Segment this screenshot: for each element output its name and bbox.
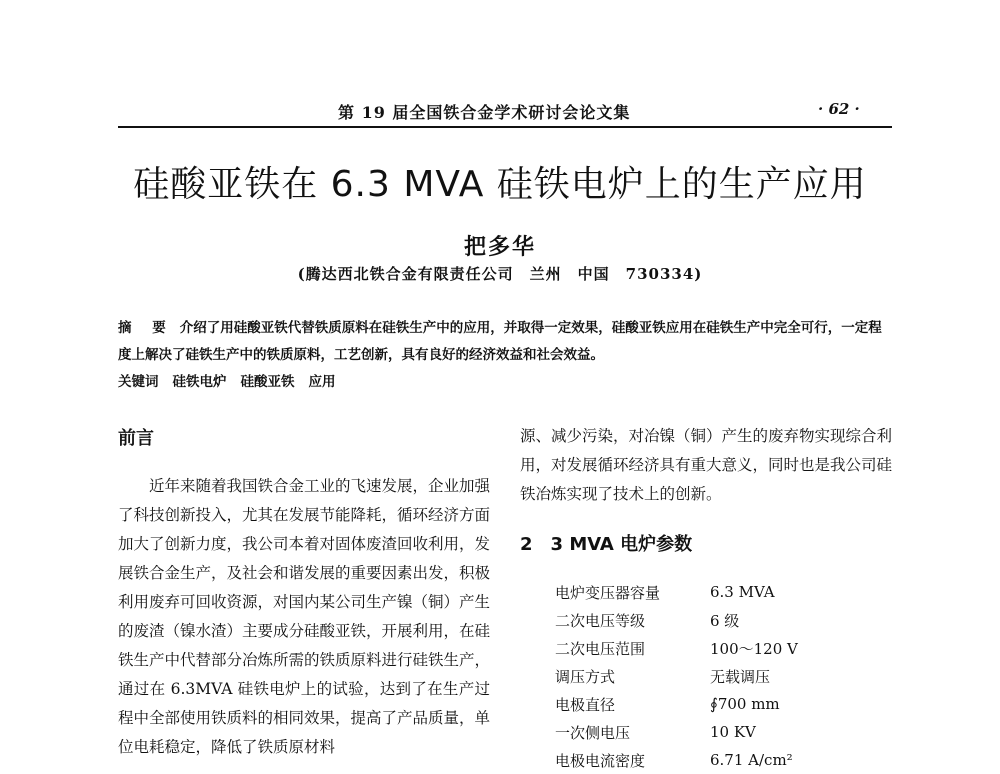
author-name: 把多华 bbox=[463, 234, 536, 260]
keyword-item: 硅铁电炉 bbox=[172, 374, 227, 390]
param-key: 调压方式 bbox=[555, 667, 616, 686]
section-heading-preface: 前言 bbox=[118, 428, 154, 449]
param-row bbox=[555, 746, 798, 774]
param-value: 10 KV bbox=[710, 723, 756, 741]
param-value: 6 级 bbox=[710, 611, 740, 630]
page-number: · 62 · bbox=[818, 100, 860, 118]
param-row bbox=[555, 718, 798, 746]
abstract-block bbox=[118, 315, 893, 396]
param-value: 100～120 V bbox=[710, 639, 798, 658]
furnace-params-list bbox=[555, 578, 798, 774]
proceedings-header: 第 19 届全国铁合金学术研讨会论文集 bbox=[338, 103, 631, 122]
param-key: 电极直径 bbox=[555, 695, 616, 714]
param-row bbox=[555, 634, 798, 662]
author-affiliation: (腾达西北铁合金有限责任公司 兰州 中国 730334) bbox=[297, 265, 703, 283]
paper-title: 硅酸亚铁在 6.3 MVA 硅铁电炉上的生产应用 bbox=[133, 164, 867, 205]
param-value: 6.3 MVA bbox=[710, 583, 775, 601]
param-key: 电炉变压器容量 bbox=[555, 583, 661, 602]
abstract-label: 摘 要 bbox=[118, 320, 174, 336]
keyword-item: 硅酸亚铁 bbox=[240, 374, 295, 390]
section-heading-furnace-params: 2 3 MVA 电炉参数 bbox=[520, 534, 693, 555]
param-row bbox=[555, 662, 798, 690]
param-value: ∮700 mm bbox=[710, 695, 780, 713]
keywords-label: 关键词 bbox=[118, 374, 159, 390]
abstract-paragraph bbox=[118, 315, 893, 369]
abstract-text: 介绍了用硅酸亚铁代替铁质原料在硅铁生产中的应用，并取得一定效果，硅酸亚铁应用在硅铁生产中完全可行，一定程度上解决了硅铁生产中的铁质原料，工艺创新，具有良好的经济效益和社会效益。 bbox=[118, 320, 882, 363]
param-value: 无载调压 bbox=[710, 667, 771, 686]
param-key: 一次侧电压 bbox=[555, 723, 631, 742]
param-key: 二次电压等级 bbox=[555, 611, 646, 630]
keyword-item: 应用 bbox=[308, 374, 336, 390]
preface-continuation: 源、减少污染，对冶镍（铜）产生的废弃物实现综合利用，对发展循环经济具有重大意义，同时也是我公司硅铁冶炼实现了技术上的创新。 bbox=[520, 427, 893, 503]
param-row bbox=[555, 578, 798, 606]
param-value: 6.71 A/cm² bbox=[710, 751, 793, 769]
keywords-line bbox=[118, 369, 893, 396]
param-key: 二次电压范围 bbox=[555, 639, 646, 658]
preface-paragraph: 近年来随着我国铁合金工业的飞速发展，企业加强了科技创新投入，尤其在发展节能降耗，循环经济方面加大了创新力度，我公司本着对固体废渣回收利用，发展铁合金生产，及社会和谐发展的重要因素出发，积极利用废弃可回收资源，对国内某公司生产镍（铜）产生的废渣（镍水渣）主要成分硅酸亚铁，开展利用，在硅铁生产中代替部分冶炼所需的铁质原料进行硅铁生产，通过在 6.3MVA 硅铁电炉上的试验，达到了在生产过程中全部使用铁质料的相同效果，提高了产品质量，单位电耗稳定，降低了铁质原材料 bbox=[118, 477, 491, 756]
param-row bbox=[555, 690, 798, 718]
header-rule bbox=[118, 126, 892, 128]
param-key: 电极电流密度 bbox=[555, 751, 646, 770]
param-row bbox=[555, 606, 798, 634]
